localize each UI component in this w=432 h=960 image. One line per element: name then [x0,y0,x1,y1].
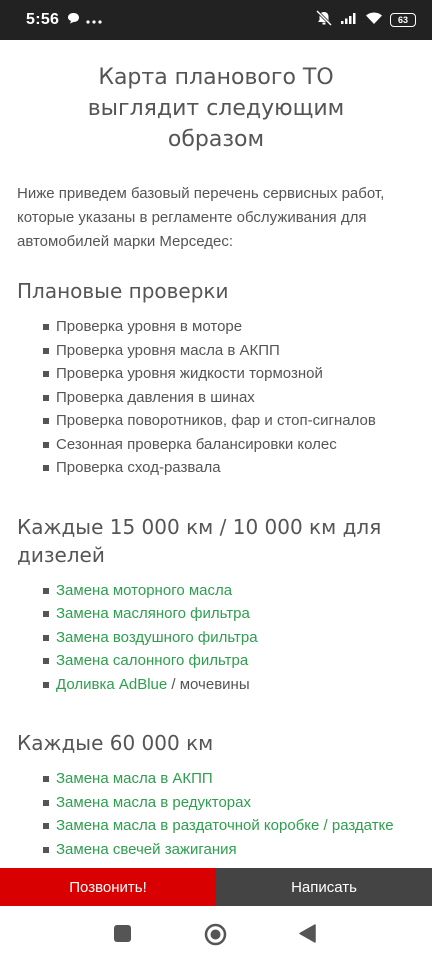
more-dots-icon [86,11,102,29]
home-icon[interactable] [204,923,227,946]
link-oil-filter[interactable]: Замена масляного фильтра [56,605,250,622]
list-item [17,814,415,838]
section-title-15000km: Каждые 15 000 км / 10 000 км для дизелей [17,514,382,567]
link-transfer-case-oil[interactable]: Замена масла в раздаточной коробке / раздатке [56,817,394,834]
link-spark-plugs[interactable]: Замена свечей зажигания [56,840,237,858]
list-item [17,579,415,603]
planned-checks-list [17,315,415,480]
intro-paragraph: Ниже приведем базовый перечень сервисных работ, которые указаны в регламенте обслуживания для автомобилей марки Мерседес: [17,185,385,250]
contact-action-bar [0,868,432,906]
chat-bubble-icon [67,11,80,29]
list-item: Проверка уровня жидкости тормозной [17,362,415,386]
article-content [0,40,432,868]
status-time: 5:56 [26,11,60,28]
navigation-bar [0,906,432,960]
list-item [17,791,415,815]
list-item: Проверка давления в шинах [17,386,415,410]
recent-apps-icon[interactable] [114,925,131,942]
section-title-planned-checks: Плановые проверки [17,279,229,303]
list-item [17,649,415,673]
list-item: Проверка уровня в моторе [17,315,415,339]
signal-icon [340,11,358,30]
status-bar [0,0,432,40]
adblue-suffix: / мочевины [167,675,250,693]
list-item: Проверка сход-развала [17,456,415,480]
link-cabin-filter[interactable]: Замена салонного фильтра [56,652,249,669]
service-60000km-list [17,767,415,861]
battery-icon [390,13,416,27]
service-15000km-list [17,579,415,697]
wifi-icon [365,11,383,30]
link-engine-oil[interactable]: Замена моторного масла [56,581,233,599]
list-item [17,626,415,650]
page-title: Карта планового ТО выглядит следующим образом [87,65,345,152]
list-item [17,838,415,862]
section-title-60000km: Каждые 60 000 км [17,731,214,755]
link-reducer-oil[interactable]: Замена масла в редукторах [56,793,251,811]
write-button[interactable]: Написать [216,868,432,906]
list-item: Проверка уровня масла в АКПП [17,339,415,363]
list-item: Сезонная проверка балансировки колес [17,433,415,457]
mute-icon [315,10,333,31]
list-item [17,673,415,697]
list-item: Проверка поворотников, фар и стоп-сигналов [17,409,415,433]
battery-level: 63 [397,15,408,25]
list-item [17,767,415,791]
link-transmission-oil[interactable]: Замена масла в АКПП [56,770,213,787]
call-button[interactable]: Позвонить! [0,868,216,906]
link-adblue[interactable]: Доливка AdBlue [56,675,168,693]
back-icon[interactable] [299,924,316,943]
list-item [17,602,415,626]
link-air-filter[interactable]: Замена воздушного фильтра [56,628,258,646]
